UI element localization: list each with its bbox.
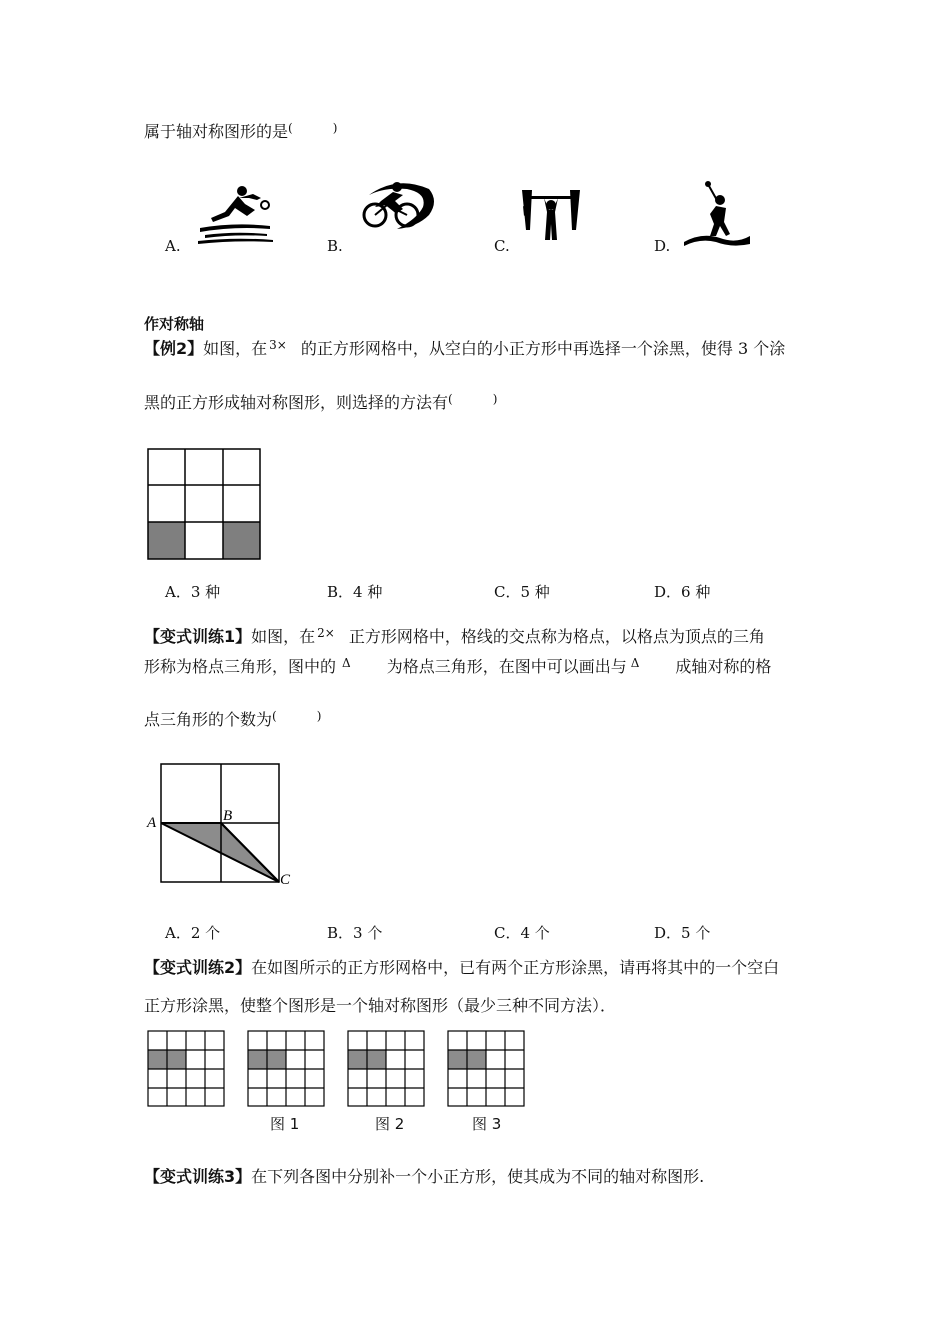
ex2-grid	[147, 448, 261, 560]
point-b-label: B	[223, 808, 233, 824]
v2-grid-0	[148, 1031, 224, 1106]
v1-option-c: C．4 个	[494, 924, 550, 942]
volleyball-player-icon	[195, 182, 275, 248]
ex2-shaded-cell-left	[148, 522, 185, 559]
cyclist-icon	[357, 179, 439, 235]
v1-line3: 点三角形的个数为( )	[144, 709, 322, 729]
ex2-option-c: C．5 种	[494, 583, 550, 601]
v1-option-b: B．3 个	[327, 924, 383, 942]
q1-stem: 属于轴对称图形的是( )	[144, 121, 338, 141]
ex2-option-d: D．6 种	[654, 583, 711, 601]
v2-caption-2: 图 2	[375, 1115, 405, 1133]
v1-line1: 【变式训练1】如图，在 2× 正方形网格中，格线的交点称为格点，以格点为顶点的三角	[144, 626, 765, 646]
v1-option-a: A．2 个	[165, 924, 221, 942]
point-a-label: A	[147, 815, 157, 831]
v2-caption-1: 图 1	[270, 1115, 300, 1133]
v2-grid-1	[248, 1031, 324, 1106]
weightlifter-icon	[520, 186, 582, 246]
section-title: 作对称轴	[144, 315, 205, 333]
v2-grid-3	[448, 1031, 524, 1106]
golfer-icon	[682, 180, 752, 248]
ex2-shaded-cell-right	[223, 522, 260, 559]
v2-caption-3: 图 3	[472, 1115, 502, 1133]
v2-grids	[147, 1030, 527, 1108]
v1-line2: 形称为格点三角形，图中的 Δ 为格点三角形，在图中可以画出与 Δ 成轴对称的格	[144, 656, 772, 676]
v2-line1: 【变式训练2】在如图所示的正方形网格中，已有两个正方形涂黑，请再将其中的一个空白	[144, 958, 780, 977]
ex2-option-b: B．4 种	[327, 583, 383, 601]
q1-option-a-label: A.	[165, 237, 181, 255]
ex2-option-a: A．3 种	[165, 583, 221, 601]
v1-option-d: D．5 个	[654, 924, 711, 942]
q1-option-b-label: B.	[327, 237, 343, 255]
v2-grid-2	[348, 1031, 424, 1106]
v3-line1: 【变式训练3】在下列各图中分别补一个小正方形，使其成为不同的轴对称图形.	[144, 1167, 705, 1186]
triangle-abc	[161, 823, 279, 882]
ex2-line1: 【例2】如图，在 3× 的正方形网格中，从空白的小正方形中再选择一个涂黑，使得 3 个涂	[144, 338, 786, 358]
q1-option-d-label: D.	[654, 237, 671, 255]
v1-grid-figure	[145, 762, 300, 890]
point-c-label: C	[280, 872, 291, 888]
q1-option-c-label: C.	[494, 237, 510, 255]
v2-line2: 正方形涂黑，使整个图形是一个轴对称图形（最少三种不同方法）．	[144, 996, 617, 1015]
ex2-line2: 黑的正方形成轴对称图形，则选择的方法有( )	[144, 392, 498, 412]
